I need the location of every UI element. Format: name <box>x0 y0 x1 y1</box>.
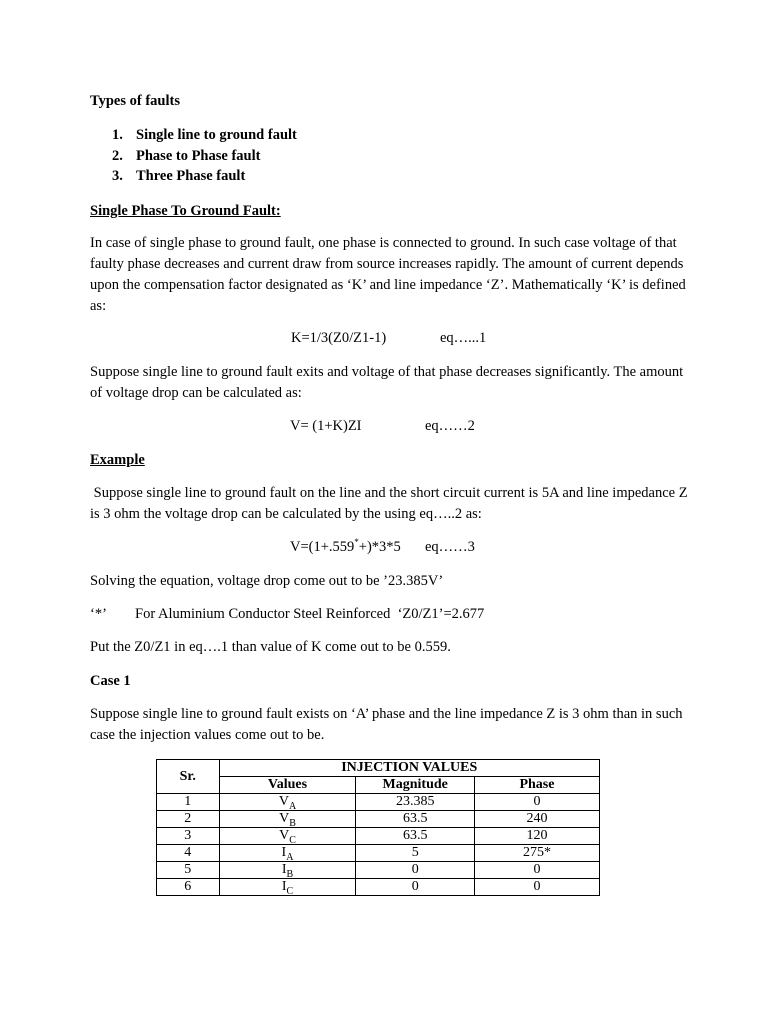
quantity-cell <box>219 879 356 896</box>
sr-header: Sr. <box>157 760 220 794</box>
table-row <box>157 845 600 862</box>
equation-1-label: eq…...1 <box>440 330 487 346</box>
sr-cell: 5 <box>157 862 220 879</box>
footnote-text: For Aluminium Conductor Steel Reinforced ‘Z0/Z1’=2.677 <box>135 606 485 622</box>
section-heading: Single Phase To Ground Fault: <box>90 203 281 219</box>
magnitude-cell: 5 <box>356 845 474 862</box>
magnitude-cell: 63.5 <box>356 828 474 845</box>
equation-3-label: eq……3 <box>425 539 475 555</box>
quantity-symbol: I <box>281 879 287 894</box>
table-row <box>157 879 600 896</box>
magnitude-header: Magnitude <box>356 777 474 794</box>
phase-cell: 275* <box>474 845 599 862</box>
magnitude-cell: 0 <box>356 879 474 896</box>
sr-cell: 1 <box>157 794 220 811</box>
quantity-cell <box>219 828 356 845</box>
fault-type-label: Three Phase fault <box>136 168 246 184</box>
example-heading: Example <box>90 452 145 468</box>
quantity-subscript: B <box>286 868 294 880</box>
phase-header: Phase <box>474 777 599 794</box>
table-row <box>157 862 600 879</box>
paragraph-case: Suppose single line to ground fault exists on ‘A’ phase and the line impedance Z is 3 ohm than in such case the injection values come out to be. <box>90 706 683 743</box>
quantity-subscript: A <box>286 851 294 863</box>
table-row <box>157 811 600 828</box>
fault-type-label: Single line to ground fault <box>136 127 297 143</box>
quantity-cell <box>219 794 356 811</box>
fault-type-number: 2. <box>112 148 123 164</box>
quantity-cell <box>219 862 356 879</box>
sr-cell: 3 <box>157 828 220 845</box>
magnitude-cell: 0 <box>356 862 474 879</box>
quantity-subscript: C <box>289 834 296 846</box>
fault-type-number: 3. <box>112 168 123 184</box>
sr-cell: 6 <box>157 879 220 896</box>
quantity-symbol: V <box>278 794 289 809</box>
fault-type-label: Phase to Phase fault <box>136 148 261 164</box>
sr-cell: 2 <box>157 811 220 828</box>
paragraph-example: Suppose single line to ground fault on the line and the short circuit current is 5A and line impedance Z is 3 ohm the voltage drop can be calculated by the using eq…..2 as: <box>90 485 692 522</box>
magnitude-cell: 63.5 <box>356 811 474 828</box>
footnote-mark: ‘*’ <box>90 606 107 622</box>
fault-type-number: 1. <box>112 127 123 143</box>
injection-values-table <box>156 759 600 896</box>
fault-type-item <box>112 125 297 146</box>
phase-cell: 0 <box>474 794 599 811</box>
quantity-subscript: A <box>288 800 297 812</box>
equation-2-formula: V= (1+K)ZI <box>290 418 362 434</box>
values-header: Values <box>219 777 356 794</box>
equation-1-formula: K=1/3(Z0/Z1-1) <box>291 330 387 346</box>
phase-cell: 0 <box>474 879 599 896</box>
injection-values-header: INJECTION VALUES <box>219 760 599 777</box>
fault-type-item <box>112 166 245 187</box>
quantity-subscript: B <box>289 817 296 829</box>
equation-3-part-b: +)*3*5 <box>358 539 401 555</box>
quantity-cell <box>219 845 356 862</box>
fault-type-item <box>112 146 260 167</box>
phase-cell: 240 <box>474 811 599 828</box>
paragraph-voltage-drop: Suppose single line to ground fault exits and voltage of that phase decreases significantly. The amount of voltage drop can be calculated as: <box>90 364 684 401</box>
case-heading: Case 1 <box>90 673 131 689</box>
quantity-cell <box>219 811 356 828</box>
sr-cell: 4 <box>157 845 220 862</box>
table-row <box>157 794 600 811</box>
magnitude-cell: 23.385 <box>356 794 474 811</box>
types-heading: Types of faults <box>90 93 180 109</box>
quantity-subscript: C <box>286 885 294 897</box>
equation-3-part-a: V=(1+.559 <box>290 539 355 555</box>
equation-3-asterisk: * <box>354 537 359 548</box>
equation-3-formula <box>290 537 401 558</box>
quantity-symbol: I <box>281 862 287 877</box>
paragraph-intro: In case of single phase to ground fault, one phase is connected to ground. In such case voltage of that faulty phase decreases and current draw from source increases rapidly. The amount of current depends upon the compensation factor designated as ‘K’ and line impedance ‘Z’. Mathematically ‘K’ is defined as: <box>90 235 686 314</box>
k-value-line: Put the Z0/Z1 in eq….1 than value of K come out to be 0.559. <box>90 639 451 655</box>
phase-cell: 120 <box>474 828 599 845</box>
equation-2-label: eq……2 <box>425 418 475 434</box>
quantity-symbol: I <box>281 845 287 860</box>
table-row <box>157 828 600 845</box>
quantity-symbol: V <box>279 811 290 826</box>
solution-line: Solving the equation, voltage drop come out to be ’23.385V’ <box>90 573 444 589</box>
quantity-symbol: V <box>279 828 290 843</box>
phase-cell: 0 <box>474 862 599 879</box>
